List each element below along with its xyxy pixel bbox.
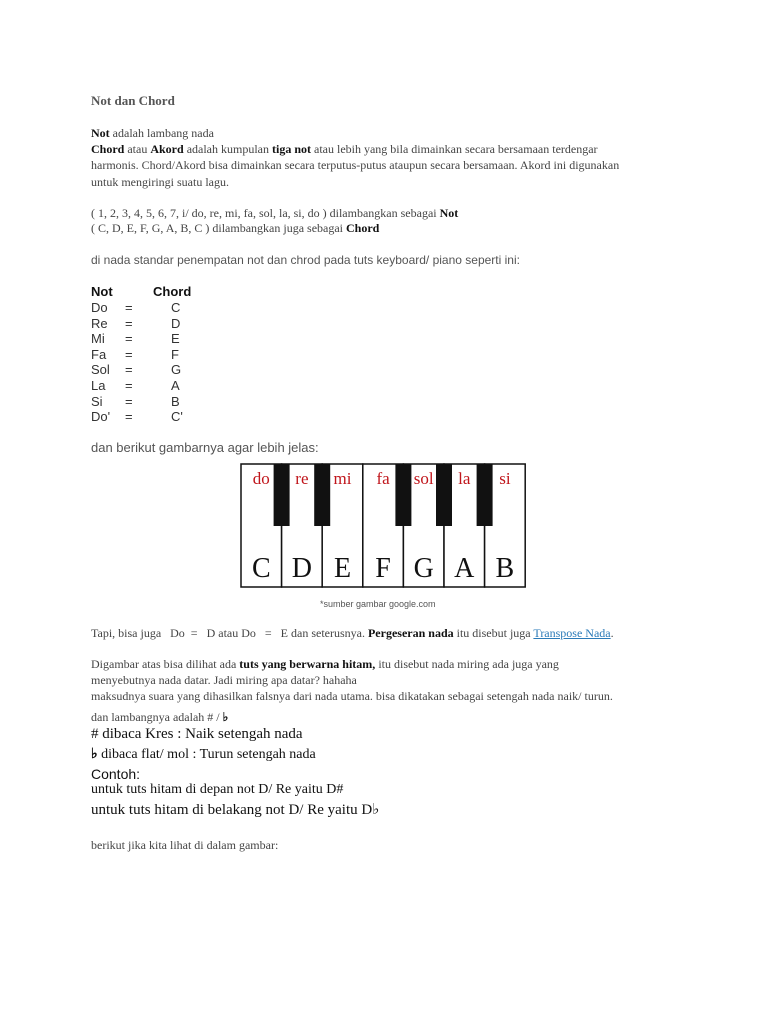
table-cell-chord: E	[171, 331, 180, 347]
table-cell-chord: C	[171, 300, 181, 315]
key-letter-label: F	[375, 553, 391, 584]
key-letter-label: E	[333, 553, 352, 584]
table-cell-not: Si	[91, 393, 103, 409]
chord-symbol-line	[91, 221, 379, 236]
table-cell-chord: C'	[171, 409, 183, 425]
not-chord-table	[91, 284, 291, 424]
example-flat: untuk tuts hitam di belakang not D/ Re yaitu D♭	[91, 802, 380, 818]
table-header-chord	[153, 284, 191, 299]
solfege-label: mi	[333, 469, 352, 488]
black-key-line4	[91, 710, 228, 725]
term-chord: Chord	[91, 142, 125, 156]
key-letter-label: C	[251, 553, 271, 584]
transpose-nada-link[interactable]: Transpose Nada	[533, 626, 611, 640]
black-key	[477, 464, 493, 526]
table-cell-chord: A	[171, 378, 180, 393]
definition-not	[91, 126, 214, 141]
solfege-label: si	[499, 469, 511, 488]
table-cell-not: Mi	[91, 331, 105, 347]
header-text: Not	[91, 284, 113, 299]
key-letter-label: D	[291, 553, 313, 584]
term-chord: Chord	[346, 221, 380, 235]
term-not: Not	[439, 206, 459, 220]
image-intro: dan berikut gambarnya agar lebih jelas:	[91, 440, 319, 455]
solfege-label: fa	[376, 469, 390, 488]
transpose-paragraph	[91, 626, 614, 641]
black-key-line3: maksudnya suara yang dihasilkan falsnya dari nada utama. bisa dikatakan sebagai setengah nada naik/ turun.	[91, 689, 613, 703]
flat-line	[91, 746, 316, 763]
text: atau lebih yang bila dimainkan secara bersamaan terdengar	[311, 142, 598, 156]
definition-chord-line1	[91, 142, 598, 157]
table-cell-not: La	[91, 378, 106, 393]
black-key	[274, 464, 290, 526]
term-not: Not	[91, 126, 110, 140]
table-cell-eq: =	[125, 362, 133, 378]
table-cell-not: Sol	[91, 362, 110, 378]
header-text: Chord	[153, 284, 192, 299]
text: atau	[124, 142, 151, 156]
solfege-label: la	[458, 469, 471, 488]
kres-line: # dibaca Kres : Naik setengah nada	[91, 726, 303, 742]
black-key	[314, 464, 330, 526]
black-key-line1	[91, 657, 559, 672]
page-title: Not dan Chord	[91, 93, 175, 108]
text: Digambar atas bisa dilihat ada	[91, 657, 240, 671]
table-cell-chord: F	[171, 346, 179, 362]
table-cell-eq: =	[125, 409, 133, 425]
table-cell-not: Fa	[91, 346, 107, 362]
table-cell-eq: =	[125, 393, 133, 409]
closing-text: berikut jika kita lihat di dalam gambar:	[91, 838, 279, 852]
solfege-label: sol	[413, 469, 434, 488]
piano-svg	[233, 458, 533, 593]
term-akord: Akord	[150, 142, 184, 156]
term-pergeseran: Pergeseran nada	[367, 626, 454, 640]
table-cell-eq: =	[125, 378, 133, 393]
table-cell-not: Do'	[91, 409, 111, 425]
table-cell-eq: =	[125, 331, 133, 347]
table-cell-chord: G	[171, 362, 182, 378]
text: Tapi, bisa juga Do = D atau Do = E dan seterusnya.	[91, 626, 368, 640]
table-cell-chord: B	[171, 393, 180, 409]
black-key-line2: menyebutnya nada datar. Jadi miring apa datar? hahaha	[91, 673, 357, 687]
text: ( 1, 2, 3, 4, 5, 6, 7, i/ do, re, mi, fa, sol, la, si, do ) dilambangkan sebagai	[91, 206, 440, 220]
table-cell-eq: =	[125, 346, 133, 362]
black-key	[395, 464, 411, 526]
table-cell-eq: =	[125, 315, 133, 331]
text: adalah kumpulan	[183, 142, 272, 156]
table-cell-eq: =	[125, 300, 133, 315]
text: dan lambangnya adalah # /	[91, 710, 223, 724]
definition-chord-line3: untuk mengiringi suatu lagu.	[91, 175, 229, 189]
text: ( C, D, E, F, G, A, B, C ) dilambangkan juga sebagai	[91, 221, 347, 235]
flat-symbol: ♭	[91, 747, 98, 762]
text: dibaca flat/ mol : Turun setengah nada	[97, 747, 316, 762]
table-cell-not: Re	[91, 315, 108, 331]
key-letter-label: B	[495, 553, 515, 584]
image-caption: *sumber gambar google.com	[320, 599, 436, 609]
flat-symbol: ♭	[222, 710, 229, 724]
intro-text: di nada standar penempatan not dan chrod pada tuts keyboard/ piano seperti ini:	[91, 253, 520, 267]
text: itu disebut juga	[453, 626, 534, 640]
contoh-label: Contoh:	[91, 766, 141, 782]
solfege-label: do	[252, 469, 270, 488]
example-sharp: untuk tuts hitam di depan not D/ Re yaitu D#	[91, 782, 344, 797]
text: .	[610, 626, 614, 640]
term-tuts-hitam: tuts yang berwarna hitam,	[239, 657, 376, 671]
not-symbol-line	[91, 206, 458, 221]
text: itu disebut nada miring ada juga yang	[375, 657, 559, 671]
definition-text: adalah lambang nada	[109, 126, 214, 140]
table-cell-chord: D	[171, 315, 181, 331]
definition-chord-line2: harmonis. Chord/Akord bisa dimainkan secara terputus-putus ataupun secara bersamaan. Akord ini digunakan	[91, 158, 620, 172]
table-header-not	[91, 284, 113, 299]
piano-keyboard-image	[233, 458, 533, 593]
table-cell-not: Do	[91, 300, 108, 315]
solfege-label: re	[295, 469, 309, 488]
key-letter-label: G	[413, 553, 434, 584]
black-key	[436, 464, 452, 526]
term-tiga-not: tiga not	[272, 142, 311, 156]
key-letter-label: A	[454, 553, 475, 584]
